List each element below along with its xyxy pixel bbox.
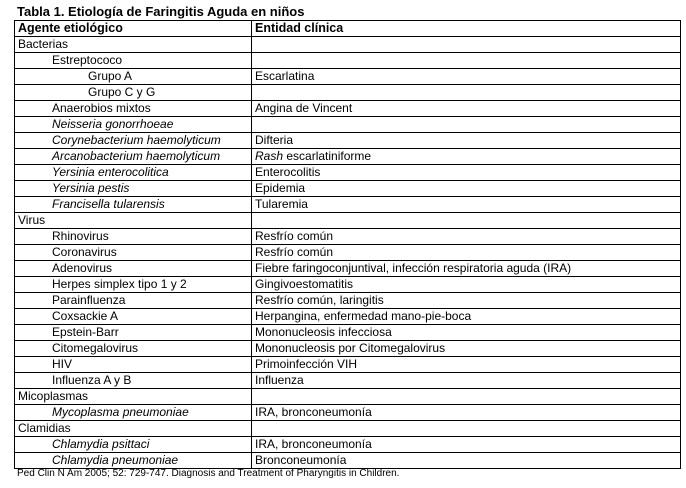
entity-cell <box>252 357 681 373</box>
entity-cell <box>252 53 681 69</box>
agent-cell <box>15 117 252 133</box>
entity-cell <box>252 341 681 357</box>
agent-label: Chlamydia pneumoniae <box>52 453 179 467</box>
entity-cell <box>252 453 681 469</box>
agent-label: Arcanobacterium haemolyticum <box>52 149 221 163</box>
agent-label: Yersinia enterocolitica <box>52 165 169 179</box>
entity-cell <box>252 405 681 421</box>
entity-label: Influenza <box>255 373 304 387</box>
agent-label: Clamidias <box>18 421 71 435</box>
agent-cell <box>15 165 252 181</box>
table-row <box>15 389 681 405</box>
entity-cell <box>252 213 681 229</box>
entity-label: Primoinfección VIH <box>255 357 358 371</box>
agent-cell <box>15 53 252 69</box>
entity-label: Resfrío común <box>255 229 334 243</box>
table-row <box>15 453 681 469</box>
entity-label: Herpangina, enfermedad mano-pie-boca <box>255 309 472 323</box>
agent-cell <box>15 325 252 341</box>
entity-label: Escarlatina <box>255 69 315 83</box>
agent-label: Parainfluenza <box>52 293 126 307</box>
entity-cell <box>252 421 681 437</box>
table-row <box>15 309 681 325</box>
entity-cell <box>252 229 681 245</box>
agent-cell <box>15 149 252 165</box>
table-row <box>15 85 681 101</box>
table-row <box>15 261 681 277</box>
agent-label: Grupo A <box>88 69 133 83</box>
table-row <box>15 341 681 357</box>
entity-label: Difteria <box>255 133 294 147</box>
etiology-table <box>14 20 681 469</box>
table-row <box>15 197 681 213</box>
entity-cell <box>252 197 681 213</box>
table-row <box>15 149 681 165</box>
table-row <box>15 325 681 341</box>
table-row <box>15 69 681 85</box>
agent-label: Corynebacterium haemolyticum <box>52 133 221 147</box>
entity-cell <box>252 85 681 101</box>
entity-label: IRA, bronconeumonía <box>255 405 372 419</box>
entity-cell <box>252 133 681 149</box>
agent-cell <box>15 293 252 309</box>
agent-cell <box>15 69 252 85</box>
agent-cell <box>15 37 252 53</box>
entity-cell <box>252 277 681 293</box>
table-row <box>15 245 681 261</box>
entity-cell <box>252 437 681 453</box>
agent-label: Grupo C y G <box>88 85 156 99</box>
agent-label: HIV <box>52 357 73 371</box>
table-header-row <box>15 21 681 37</box>
agent-label: Coxsackie A <box>52 309 119 323</box>
entity-cell <box>252 293 681 309</box>
agent-cell <box>15 277 252 293</box>
entity-cell <box>252 325 681 341</box>
entity-cell <box>252 165 681 181</box>
agent-label: Herpes simplex tipo 1 y 2 <box>52 277 187 291</box>
header-entity: Entidad clínica <box>252 21 681 37</box>
entity-label: escarlatiniforme <box>283 149 372 163</box>
entity-label: Gingivoestomatitis <box>255 277 354 291</box>
agent-cell <box>15 85 252 101</box>
agent-cell <box>15 373 252 389</box>
agent-cell <box>15 389 252 405</box>
agent-label: Neisseria gonorrhoeae <box>52 117 174 131</box>
agent-label: Influenza A y B <box>52 373 132 387</box>
entity-label: Mononucleosis por Citomegalovirus <box>255 341 446 355</box>
agent-cell <box>15 197 252 213</box>
entity-label: Mononucleosis infecciosa <box>255 325 392 339</box>
agent-cell <box>15 101 252 117</box>
table-row <box>15 117 681 133</box>
entity-cell <box>252 101 681 117</box>
entity-italic-label: Rash <box>255 149 284 163</box>
entity-cell <box>252 389 681 405</box>
table-row <box>15 53 681 69</box>
agent-cell <box>15 341 252 357</box>
entity-cell <box>252 69 681 85</box>
table-row <box>15 133 681 149</box>
agent-label: Coronavirus <box>52 245 117 259</box>
table-row <box>15 37 681 53</box>
agent-cell <box>15 181 252 197</box>
agent-label: Anaerobios mixtos <box>52 101 151 115</box>
agent-cell <box>15 213 252 229</box>
entity-cell <box>252 245 681 261</box>
entity-label: Fiebre faringoconjuntival, infección respiratoria aguda (IRA) <box>255 261 572 275</box>
agent-cell <box>15 421 252 437</box>
table-row <box>15 421 681 437</box>
header-agent: Agente etiológico <box>15 21 252 37</box>
agent-label: Chlamydia psittaci <box>52 437 150 451</box>
agent-cell <box>15 309 252 325</box>
agent-cell <box>15 133 252 149</box>
entity-label: Angina de Vincent <box>255 101 353 115</box>
table-row <box>15 277 681 293</box>
agent-label: Estreptococo <box>52 53 123 67</box>
entity-label: Bronconeumonía <box>255 453 347 467</box>
table-row <box>15 405 681 421</box>
table-row <box>15 293 681 309</box>
agent-label: Citomegalovirus <box>52 341 139 355</box>
table-body <box>15 37 681 469</box>
agent-cell <box>15 229 252 245</box>
table-row <box>15 437 681 453</box>
entity-label: IRA, bronconeumonía <box>255 437 372 451</box>
entity-label: Resfrío común <box>255 245 334 259</box>
entity-label: Resfrío común, laringitis <box>255 293 384 307</box>
agent-label: Rhinovirus <box>52 229 109 243</box>
entity-cell <box>252 149 681 165</box>
table-row <box>15 357 681 373</box>
entity-label: Enterocolitis <box>255 165 321 179</box>
entity-cell <box>252 309 681 325</box>
table-row <box>15 229 681 245</box>
table-row <box>15 373 681 389</box>
agent-label: Yersinia pestis <box>52 181 130 195</box>
entity-cell <box>252 37 681 53</box>
table-row <box>15 213 681 229</box>
table-row <box>15 165 681 181</box>
table-title: Tabla 1. Etiología de Faringitis Aguda en niños <box>17 4 305 19</box>
agent-cell <box>15 437 252 453</box>
table-row <box>15 181 681 197</box>
entity-cell <box>252 117 681 133</box>
agent-label: Bacterias <box>18 37 69 51</box>
agent-cell <box>15 261 252 277</box>
entity-cell <box>252 373 681 389</box>
source-citation: Ped Clin N Am 2005; 52: 729-747. Diagnosis and Treatment of Pharyngitis in Children. <box>17 468 400 479</box>
agent-cell <box>15 245 252 261</box>
agent-label: Epstein-Barr <box>52 325 119 339</box>
agent-label: Mycoplasma pneumoniae <box>52 405 189 419</box>
agent-label: Micoplasmas <box>18 389 89 403</box>
agent-label: Adenovirus <box>52 261 113 275</box>
agent-label: Francisella tularensis <box>52 197 165 211</box>
agent-cell <box>15 453 252 469</box>
entity-cell <box>252 181 681 197</box>
table-row <box>15 101 681 117</box>
entity-label: Epidemia <box>255 181 306 195</box>
agent-cell <box>15 405 252 421</box>
agent-label: Virus <box>18 213 46 227</box>
agent-cell <box>15 357 252 373</box>
entity-label: Tularemia <box>255 197 308 211</box>
entity-cell <box>252 261 681 277</box>
